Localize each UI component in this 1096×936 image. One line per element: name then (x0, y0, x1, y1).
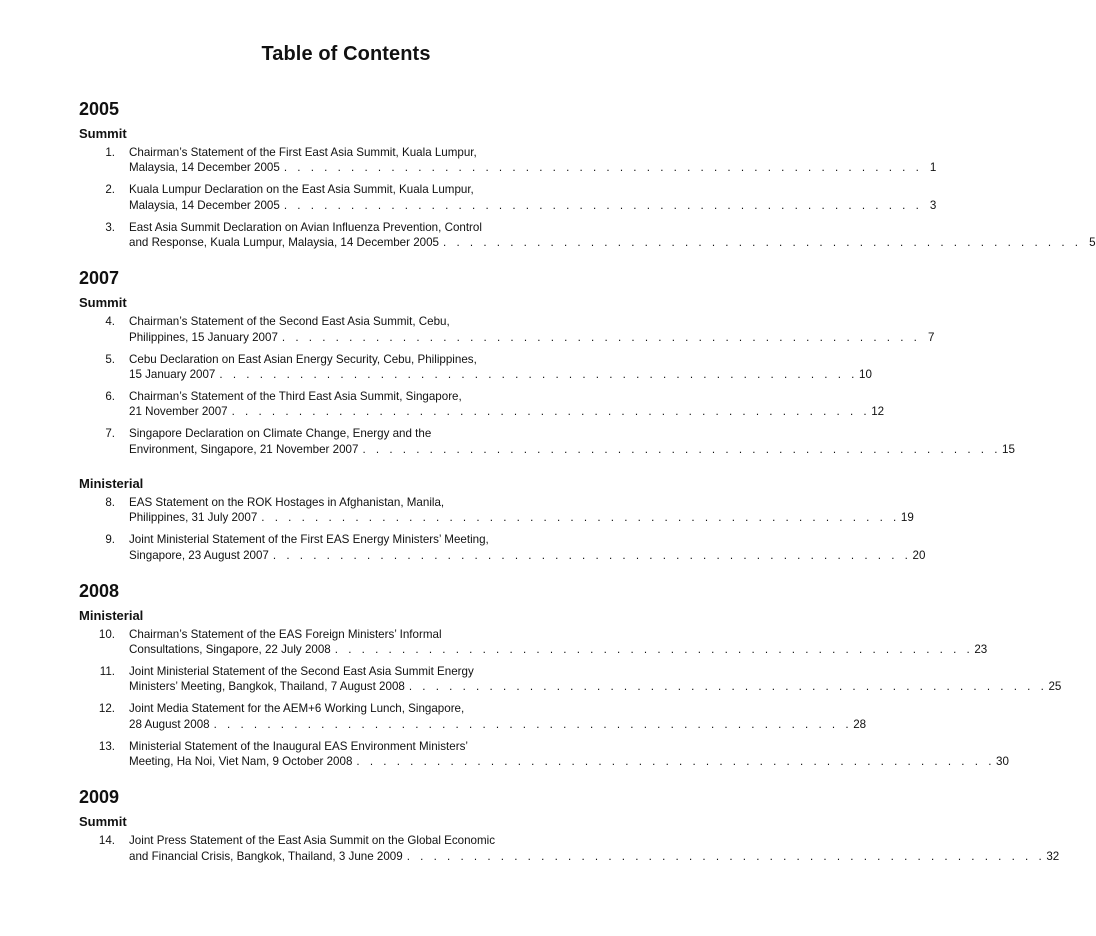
entry-title-line2: 28 August 2008 (129, 717, 210, 731)
toc-entry[interactable] (79, 182, 937, 213)
entry-title-line2: Environment, Singapore, 21 November 2007 (129, 442, 359, 456)
entry-title-line1: EAS Statement on the ROK Hostages in Afghanistan, Manila, (129, 495, 445, 509)
entry-number: 10. (98, 627, 115, 641)
entry-page-number: 32 (1046, 849, 1060, 863)
category-heading: Summit (79, 126, 127, 141)
toc-entry-list (79, 627, 1062, 785)
year-heading: 2008 (79, 580, 120, 601)
entry-page-number: 7 (927, 330, 935, 344)
entry-title-line1: Joint Press Statement of the East Asia Summit on the Global Economic (129, 834, 496, 848)
toc-entry[interactable] (79, 145, 937, 176)
entry-page-number: 23 (974, 643, 988, 657)
entry-number: 9. (105, 533, 115, 547)
entry-title-line1: Chairman’s Statement of the Third East Asia Summit, Singapore, (129, 390, 462, 404)
dot-leader: . . . . . . . . . . . . . . . . . . . . . . . . . . . . . . . . . . . . . . . . . . . . . . . . (231, 405, 871, 419)
dot-leader: . . . . . . . . . . . . . . . . . . . . . . . . . . . . . . . . . . . . . . . . . . . . . . . . (272, 548, 912, 562)
toc-entry[interactable] (79, 220, 1096, 251)
page-title: Table of Contents (261, 43, 431, 65)
entry-page-number: 15 (1002, 442, 1015, 456)
year-heading: 2005 (79, 99, 120, 119)
toc-entry-list (79, 314, 1015, 472)
entry-title-line1: Chairman’s Statement of the EAS Foreign Ministers’ Informal (129, 627, 442, 641)
entry-number: 8. (105, 495, 115, 509)
entry-number: 2. (105, 183, 115, 197)
dot-leader: . . . . . . . . . . . . . . . . . . . . . . . . . . . . . . . . . . . . . . . . . . . . . . . . (213, 717, 853, 731)
entry-title-line1: Chairman’s Statement of the First East Asia Summit, Kuala Lumpur, (129, 146, 477, 159)
entry-title-line1: Ministerial Statement of the Inaugural EAS Environment Ministers’ (129, 739, 468, 753)
dot-leader: . . . . . . . . . . . . . . . . . . . . . . . . . . . . . . . . . . . . . . . . . . . . . . . . (219, 368, 858, 382)
toc-entry-list (79, 495, 926, 578)
year-heading: 2007 (79, 268, 120, 289)
toc-content (79, 96, 1096, 879)
toc-entry[interactable] (79, 701, 867, 732)
toc-entry[interactable] (79, 426, 1015, 457)
entry-number: 13. (98, 739, 115, 753)
toc-entry[interactable] (79, 314, 935, 345)
entry-number: 6. (105, 390, 115, 404)
entry-title-line1: Kuala Lumpur Declaration on the East Asia Summit, Kuala Lumpur, (129, 183, 474, 197)
entry-title-line2: and Response, Kuala Lumpur, Malaysia, 14 December 2005 (129, 236, 439, 250)
dot-leader: . . . . . . . . . . . . . . . . . . . . . . . . . . . . . . . . . . . . . . . . . . . . . . . . (334, 643, 974, 657)
entry-title-line2: Malaysia, 14 December 2005 (129, 198, 280, 212)
entry-title-line2: Malaysia, 14 December 2005 (129, 161, 280, 175)
entry-number: 3. (105, 220, 115, 234)
toc-entry[interactable] (79, 389, 885, 420)
entry-title-line1: Singapore Declaration on Climate Change, Energy and the (129, 427, 432, 441)
toc-group (79, 810, 1060, 878)
entry-title-line1: Joint Media Statement for the AEM+6 Working Lunch, Singapore, (129, 702, 465, 716)
year-heading: 2009 (79, 787, 120, 808)
entry-title-line2: Philippines, 15 January 2007 (129, 330, 278, 344)
entry-title-line1: Chairman’s Statement of the Second East Asia Summit, Cebu, (129, 315, 450, 329)
dot-leader: . . . . . . . . . . . . . . . . . . . . . . . . . . . . . . . . . . . . . . . . . . . . . . . . (281, 330, 921, 344)
entry-page-number: 5 (1089, 236, 1096, 250)
entry-page-number: 1 (929, 161, 937, 175)
toc-entry[interactable] (79, 495, 914, 526)
entry-page-number: 12 (871, 405, 885, 419)
entry-number: 4. (105, 315, 115, 329)
entry-page-number: 28 (853, 717, 867, 731)
entry-title-line2: 21 November 2007 (129, 405, 228, 419)
entry-title-line2: Ministers’ Meeting, Bangkok, Thailand, 7 August 2008 (129, 680, 405, 694)
entry-title-line2: Meeting, Ha Noi, Viet Nam, 9 October 2008 (129, 755, 353, 769)
category-heading: Summit (79, 295, 127, 311)
entry-title-line1: East Asia Summit Declaration on Avian Influenza Prevention, Control (129, 220, 482, 234)
toc-group (79, 604, 1062, 785)
entry-title-line1: Joint Ministerial Statement of the Second East Asia Summit Energy (129, 665, 474, 679)
toc-group (79, 122, 1096, 265)
toc-entry[interactable] (79, 532, 926, 563)
toc-year-section (79, 784, 1060, 878)
toc-entry[interactable] (79, 627, 988, 658)
entry-title-line2: Singapore, 23 August 2007 (129, 548, 269, 562)
entry-page-number: 10 (859, 368, 872, 382)
dot-leader: . . . . . . . . . . . . . . . . . . . . . . . . . . . . . . . . . . . . . . . . . . . . . . . . (406, 849, 1046, 863)
toc-entry[interactable] (79, 833, 1060, 864)
entry-page-number: 20 (912, 548, 926, 562)
entry-title-line2: Consultations, Singapore, 22 July 2008 (129, 643, 331, 657)
category-heading: Ministerial (79, 475, 144, 491)
dot-leader: . . . . . . . . . . . . . . . . . . . . . . . . . . . . . . . . . . . . . . . . . . . . . . . . (261, 511, 900, 525)
entry-page-number: 25 (1048, 680, 1062, 694)
toc-group (79, 291, 1015, 472)
toc-entry-list (79, 145, 1096, 265)
dot-leader: . . . . . . . . . . . . . . . . . . . . . . . . . . . . . . . . . . . . . . . . . . . . . . . . (283, 161, 923, 175)
entry-page-number: 19 (900, 511, 914, 525)
entry-number: 5. (105, 352, 115, 366)
toc-entry[interactable] (79, 739, 1009, 770)
entry-page-number: 30 (996, 755, 1009, 769)
toc-year-section (79, 265, 1015, 577)
dot-leader: . . . . . . . . . . . . . . . . . . . . . . . . . . . . . . . . . . . . . . . . . . . . . . . . (356, 755, 995, 769)
entry-number: 7. (105, 427, 115, 441)
entry-number: 12. (98, 702, 115, 716)
entry-title-line1: Cebu Declaration on East Asian Energy Security, Cebu, Philippines, (129, 352, 477, 366)
category-heading: Ministerial (79, 607, 144, 623)
toc-entry[interactable] (79, 664, 1062, 695)
category-heading: Summit (79, 814, 127, 830)
toc-entry-list (79, 833, 1060, 878)
toc-year-section (79, 578, 1062, 785)
toc-group (79, 472, 926, 578)
entry-number: 14. (98, 834, 115, 848)
dot-leader: . . . . . . . . . . . . . . . . . . . . . . . . . . . . . . . . . . . . . . . . . . . . . . . . (408, 680, 1048, 694)
toc-year-section (79, 96, 1096, 265)
entry-number: 1. (105, 146, 115, 159)
toc-entry[interactable] (79, 352, 872, 383)
dot-leader: . . . . . . . . . . . . . . . . . . . . . . . . . . . . . . . . . . . . . . . . . . . . . . . . (362, 442, 1001, 456)
entry-page-number: 3 (929, 198, 937, 212)
dot-leader: . . . . . . . . . . . . . . . . . . . . . . . . . . . . . . . . . . . . . . . . . . . . . . . . (443, 236, 1082, 250)
entry-title-line2: and Financial Crisis, Bangkok, Thailand, 3 June 2009 (129, 849, 403, 863)
dot-leader: . . . . . . . . . . . . . . . . . . . . . . . . . . . . . . . . . . . . . . . . . . . . . . . . (283, 198, 923, 212)
entry-number: 11. (99, 665, 115, 679)
entry-title-line2: Philippines, 31 July 2007 (129, 511, 258, 525)
entry-title-line1: Joint Ministerial Statement of the First EAS Energy Ministers’ Meeting, (129, 533, 489, 547)
entry-title-line2: 15 January 2007 (129, 368, 216, 382)
